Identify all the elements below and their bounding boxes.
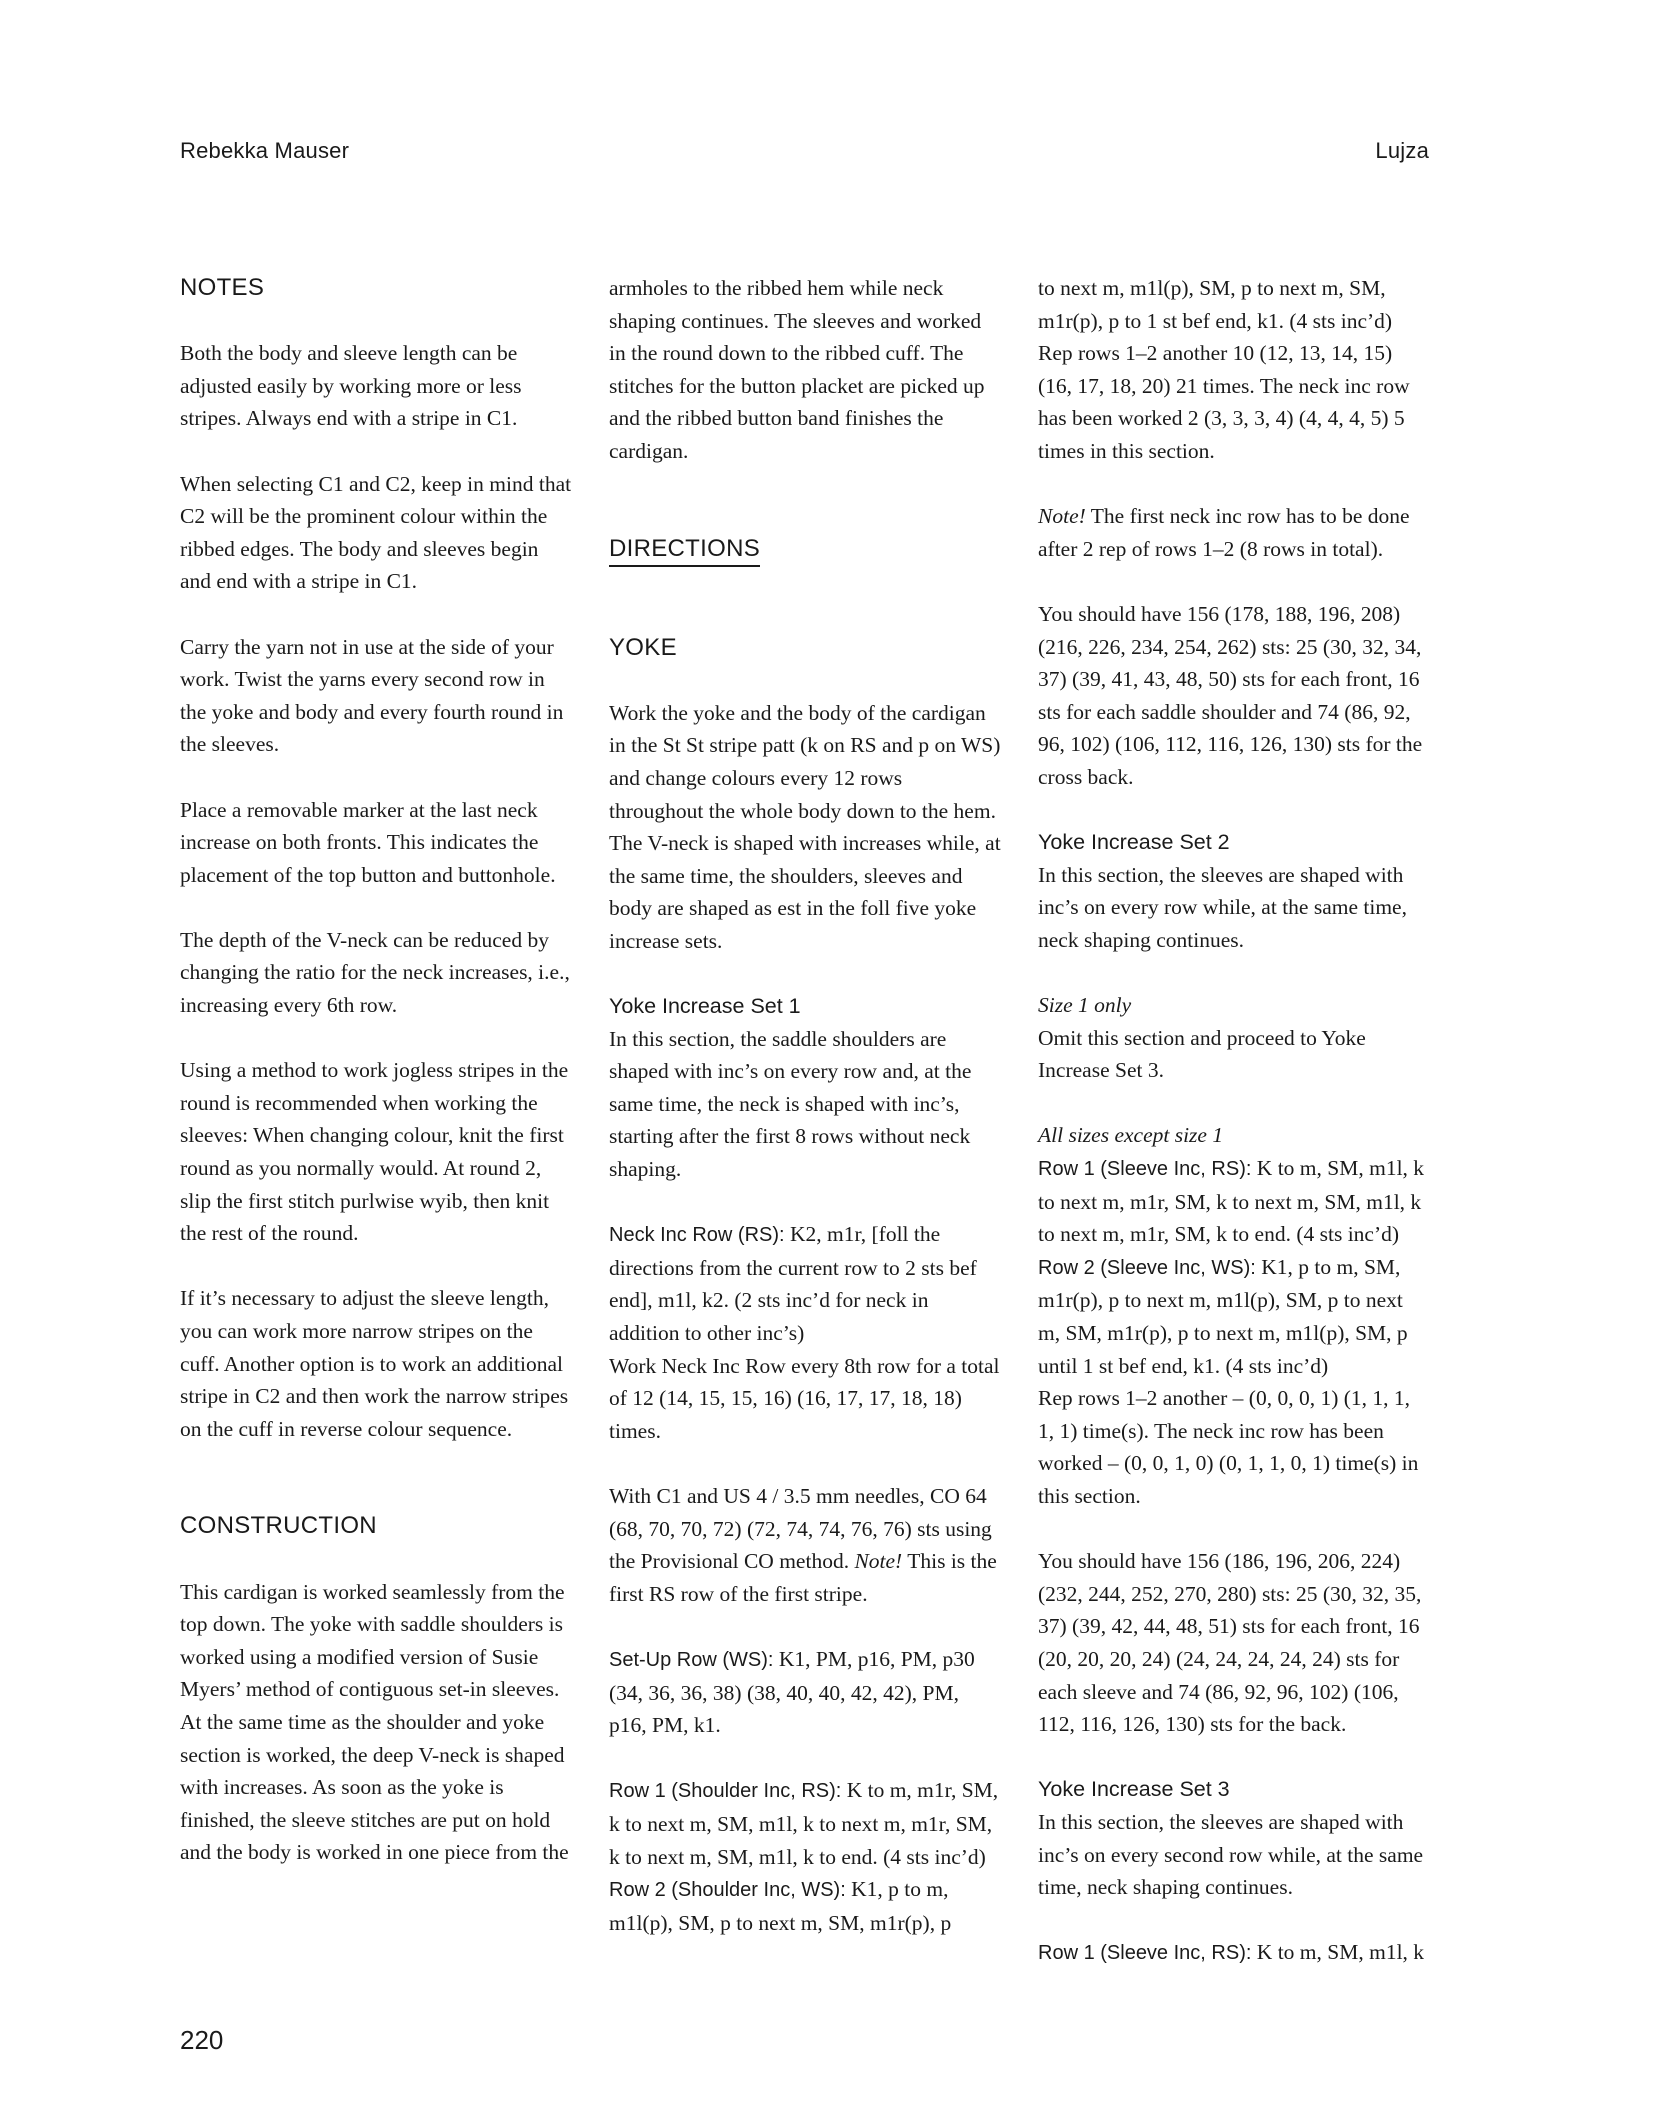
sleeve-row-2-text: K1, p to m, SM, m1r(p), p to next m, m1l(p), SM, p to next m, SM, m1r(p), p to next m, m1l(p), SM, p until 1 st bef end, k1. (4 sts inc’d) — [1038, 1254, 1408, 1378]
column-1 — [180, 272, 572, 1869]
column-3 — [1038, 272, 1430, 1970]
size-1-only-text: Omit this section and proceed to Yoke Increase Set 3. — [1038, 1025, 1366, 1083]
sleeve-row-2-instruction — [1038, 1251, 1430, 1382]
set-3-row-1-label: Row 1 (Sleeve Inc, RS): — [1038, 1942, 1252, 1965]
yoke-intro-paragraph: Work the yoke and the body of the cardigan in the St St stripe patt (k on RS and p on WS) and change colours every 12 rows throughout the whole body down to the hem. The V-neck is shaped with increases while, at the same time, the shoulders, sleeves and body are shaped as est in the foll five yoke increase sets. — [609, 700, 1001, 953]
row-2-instruction — [609, 1873, 1001, 1939]
cast-on-note-label: Note! — [854, 1549, 903, 1574]
neck-inc-row-text: K2, m1r, [foll the directions from the current row to 2 sts bef end], m1l, k2. (2 sts inc’d for neck in addition to other inc’s) — [609, 1222, 977, 1346]
note-paragraph: When selecting C1 and C2, keep in mind that C2 will be the prominent colour within the ribbed edges. The body and sleeves begin and end with a stripe in C1. — [180, 471, 572, 594]
yoke-heading: YOKE — [609, 633, 677, 661]
neck-inc-repeat-paragraph: Work Neck Inc Row every 8th row for a total of 12 (14, 15, 15, 16) (16, 17, 17, 18, 18) times. — [609, 1353, 1000, 1443]
directions-heading — [609, 533, 1001, 567]
cast-on-note-text: This is the first RS row of the first stripe. — [609, 1549, 997, 1606]
set-3-intro-paragraph: In this section, the sleeves are shaped with inc’s on every second row while, at the same time, neck shaping continues. — [1038, 1809, 1424, 1900]
note-paragraph — [1038, 500, 1430, 565]
note-paragraph: The depth of the V-neck can be reduced by changing the ratio for the neck increases, i.e., increasing every 6th row. — [180, 927, 570, 1018]
note-paragraph: Carry the yarn not in use at the side of your work. Twist the yarns every second row in the yoke and body and every fourth round in the sleeves. — [180, 634, 564, 757]
neck-inc-row-instruction — [609, 1218, 1001, 1349]
row-2-instruction-continued: to next m, m1l(p), SM, p to next m, SM, m1r(p), p to 1 st bef end, k1. (4 sts inc’d) — [1038, 276, 1393, 333]
note-paragraph: Place a removable marker at the last neck increase on both fronts. This indicates the placement of the top button and buttonhole. — [180, 797, 556, 887]
running-head-pattern-name: Lujza — [1375, 138, 1429, 163]
cast-on-paragraph — [609, 1480, 1001, 1610]
size-1-only-label: Size 1 only — [1038, 993, 1132, 1018]
row-2-text: K1, p to m, m1l(p), SM, p to next m, SM, m1r(p), p — [609, 1877, 952, 1935]
row-2-label: Row 2 (Shoulder Inc, WS): — [609, 1879, 846, 1902]
cast-on-text: With C1 and US 4 / 3.5 mm needles, CO 64 (68, 70, 70, 72) (72, 74, 74, 76, 76) sts using the Provisional CO method. — [609, 1484, 992, 1574]
construction-paragraph-continued: armholes to the ribbed hem while neck shaping continues. The sleeves and worked in the round down to the ribbed cuff. The stitches for the button placket are picked up and the ribbed button band finishes the cardigan. — [609, 276, 985, 463]
page-number: 220 — [180, 2025, 224, 2055]
setup-row-instruction — [609, 1643, 1001, 1742]
stitch-count-paragraph: You should have 156 (186, 196, 206, 224) (232, 244, 252, 270, 280) sts: 25 (30, 32, 35, 37) (39, 42, 44, 48, 51) sts for each front, 16 (20, 20, 20, 24) (24, 24, 24, 24, 24) sts for each sleeve and 74 (86, 92, 96, 102) (106, 112, 116, 126, 130) sts for the back. — [1038, 1549, 1422, 1737]
directions-heading-text: DIRECTIONS — [609, 534, 760, 567]
all-sizes-label: All sizes except size 1 — [1038, 1123, 1224, 1148]
note-label: Note! — [1038, 504, 1086, 529]
sleeve-repeat-paragraph: Rep rows 1–2 another – (0, 0, 0, 1) (1, 1, 1, 1, 1) time(s). The neck inc row has been worked – (0, 0, 1, 0) (0, 1, 1, 0, 1) time(s) in this section. — [1038, 1386, 1419, 1508]
set-3-row-1-text: K to m, SM, m1l, k — [1251, 1940, 1425, 1965]
stitch-count-paragraph: You should have 156 (178, 188, 196, 208) (216, 226, 234, 254, 262) sts: 25 (30, 32, 34, 37) (39, 41, 43, 48, 50) sts for each front, 16 sts for each saddle shoulder and 74 (86, 92, 96, 102) (106, 112, 116, 126, 130) sts for the cross back. — [1038, 601, 1423, 789]
yoke-increase-set-3-heading: Yoke Increase Set 3 — [1038, 1777, 1230, 1802]
notes-heading: NOTES — [180, 274, 265, 301]
set-2-intro-paragraph: In this section, the sleeves are shaped with inc’s on every row while, at the same time, neck shaping continues. — [1038, 862, 1407, 952]
row-1-text: K to m, m1r, SM, k to next m, SM, m1l, k to next m, m1r, SM, k to next m, SM, m1l, k to end. (4 sts inc’d) — [609, 1778, 999, 1869]
yoke-increase-set-2-heading: Yoke Increase Set 2 — [1038, 830, 1230, 855]
running-head-author: Rebekka Mauser — [180, 138, 350, 163]
set-3-row-1-instruction — [1038, 1936, 1430, 1970]
column-2 — [609, 272, 1001, 1939]
repeat-paragraph: Rep rows 1–2 another 10 (12, 13, 14, 15) (16, 17, 18, 20) 21 times. The neck inc row has been worked 2 (3, 3, 3, 4) (4, 4, 4, 5) 5 times in this section. — [1038, 341, 1410, 463]
construction-paragraph: This cardigan is worked seamlessly from the top down. The yoke with saddle shoulders is worked using a modified version of Susie Myers’ method of contiguous set-in sleeves. At the same time as the shoulder and yoke section is worked, the deep V-neck is shaped with increases. As soon as the yoke is finished, the sleeve stitches are put on hold and the body is worked in one piece from the — [180, 1579, 569, 1865]
set-1-intro-paragraph: In this section, the saddle shoulders are shaped with inc’s on every row and, at the same time, the neck is shaped with inc’s, starting after the first 8 rows without neck shaping. — [609, 1026, 972, 1182]
sleeve-row-2-label: Row 2 (Sleeve Inc, WS): — [1038, 1256, 1256, 1279]
yoke-increase-set-1-heading: Yoke Increase Set 1 — [609, 994, 801, 1019]
sleeve-row-1-instruction — [1038, 1152, 1430, 1251]
note-paragraph: If it’s necessary to adjust the sleeve length, you can work more narrow stripes on the cuff. Another option is to work an additional stripe in C2 and then work the narrow stripes on the cuff in reverse colour sequence. — [180, 1286, 569, 1441]
neck-inc-row-label: Neck Inc Row (RS): — [609, 1224, 785, 1247]
setup-row-label: Set-Up Row (WS): — [609, 1648, 774, 1671]
row-1-instruction — [609, 1774, 1001, 1873]
note-paragraph: Both the body and sleeve length can be adjusted easily by working more or less stripes. Always end with a stripe in C1. — [180, 341, 522, 431]
note-paragraph: Using a method to work jogless stripes in the round is recommended when working the sleeves: When changing colour, knit the first round as you normally would. At round 2, slip the first stitch purlwise wyib, then knit the rest of the round. — [180, 1058, 569, 1246]
row-1-label: Row 1 (Shoulder Inc, RS): — [609, 1780, 842, 1803]
sleeve-row-1-text: K to m, SM, m1l, k to next m, m1r, SM, k to next m, SM, m1l, k to next m, m1r, SM, k to end. (4 sts inc’d) — [1038, 1156, 1425, 1247]
note-text: The first neck inc row has to be done after 2 rep of rows 1–2 (8 rows in total). — [1038, 504, 1410, 561]
sleeve-row-1-label: Row 1 (Sleeve Inc, RS): — [1038, 1158, 1252, 1181]
construction-heading: CONSTRUCTION — [180, 1512, 377, 1540]
setup-row-text: K1, PM, p16, PM, p30 (34, 36, 36, 38) (38, 40, 40, 42, 42), PM, p16, PM, k1. — [609, 1646, 975, 1738]
